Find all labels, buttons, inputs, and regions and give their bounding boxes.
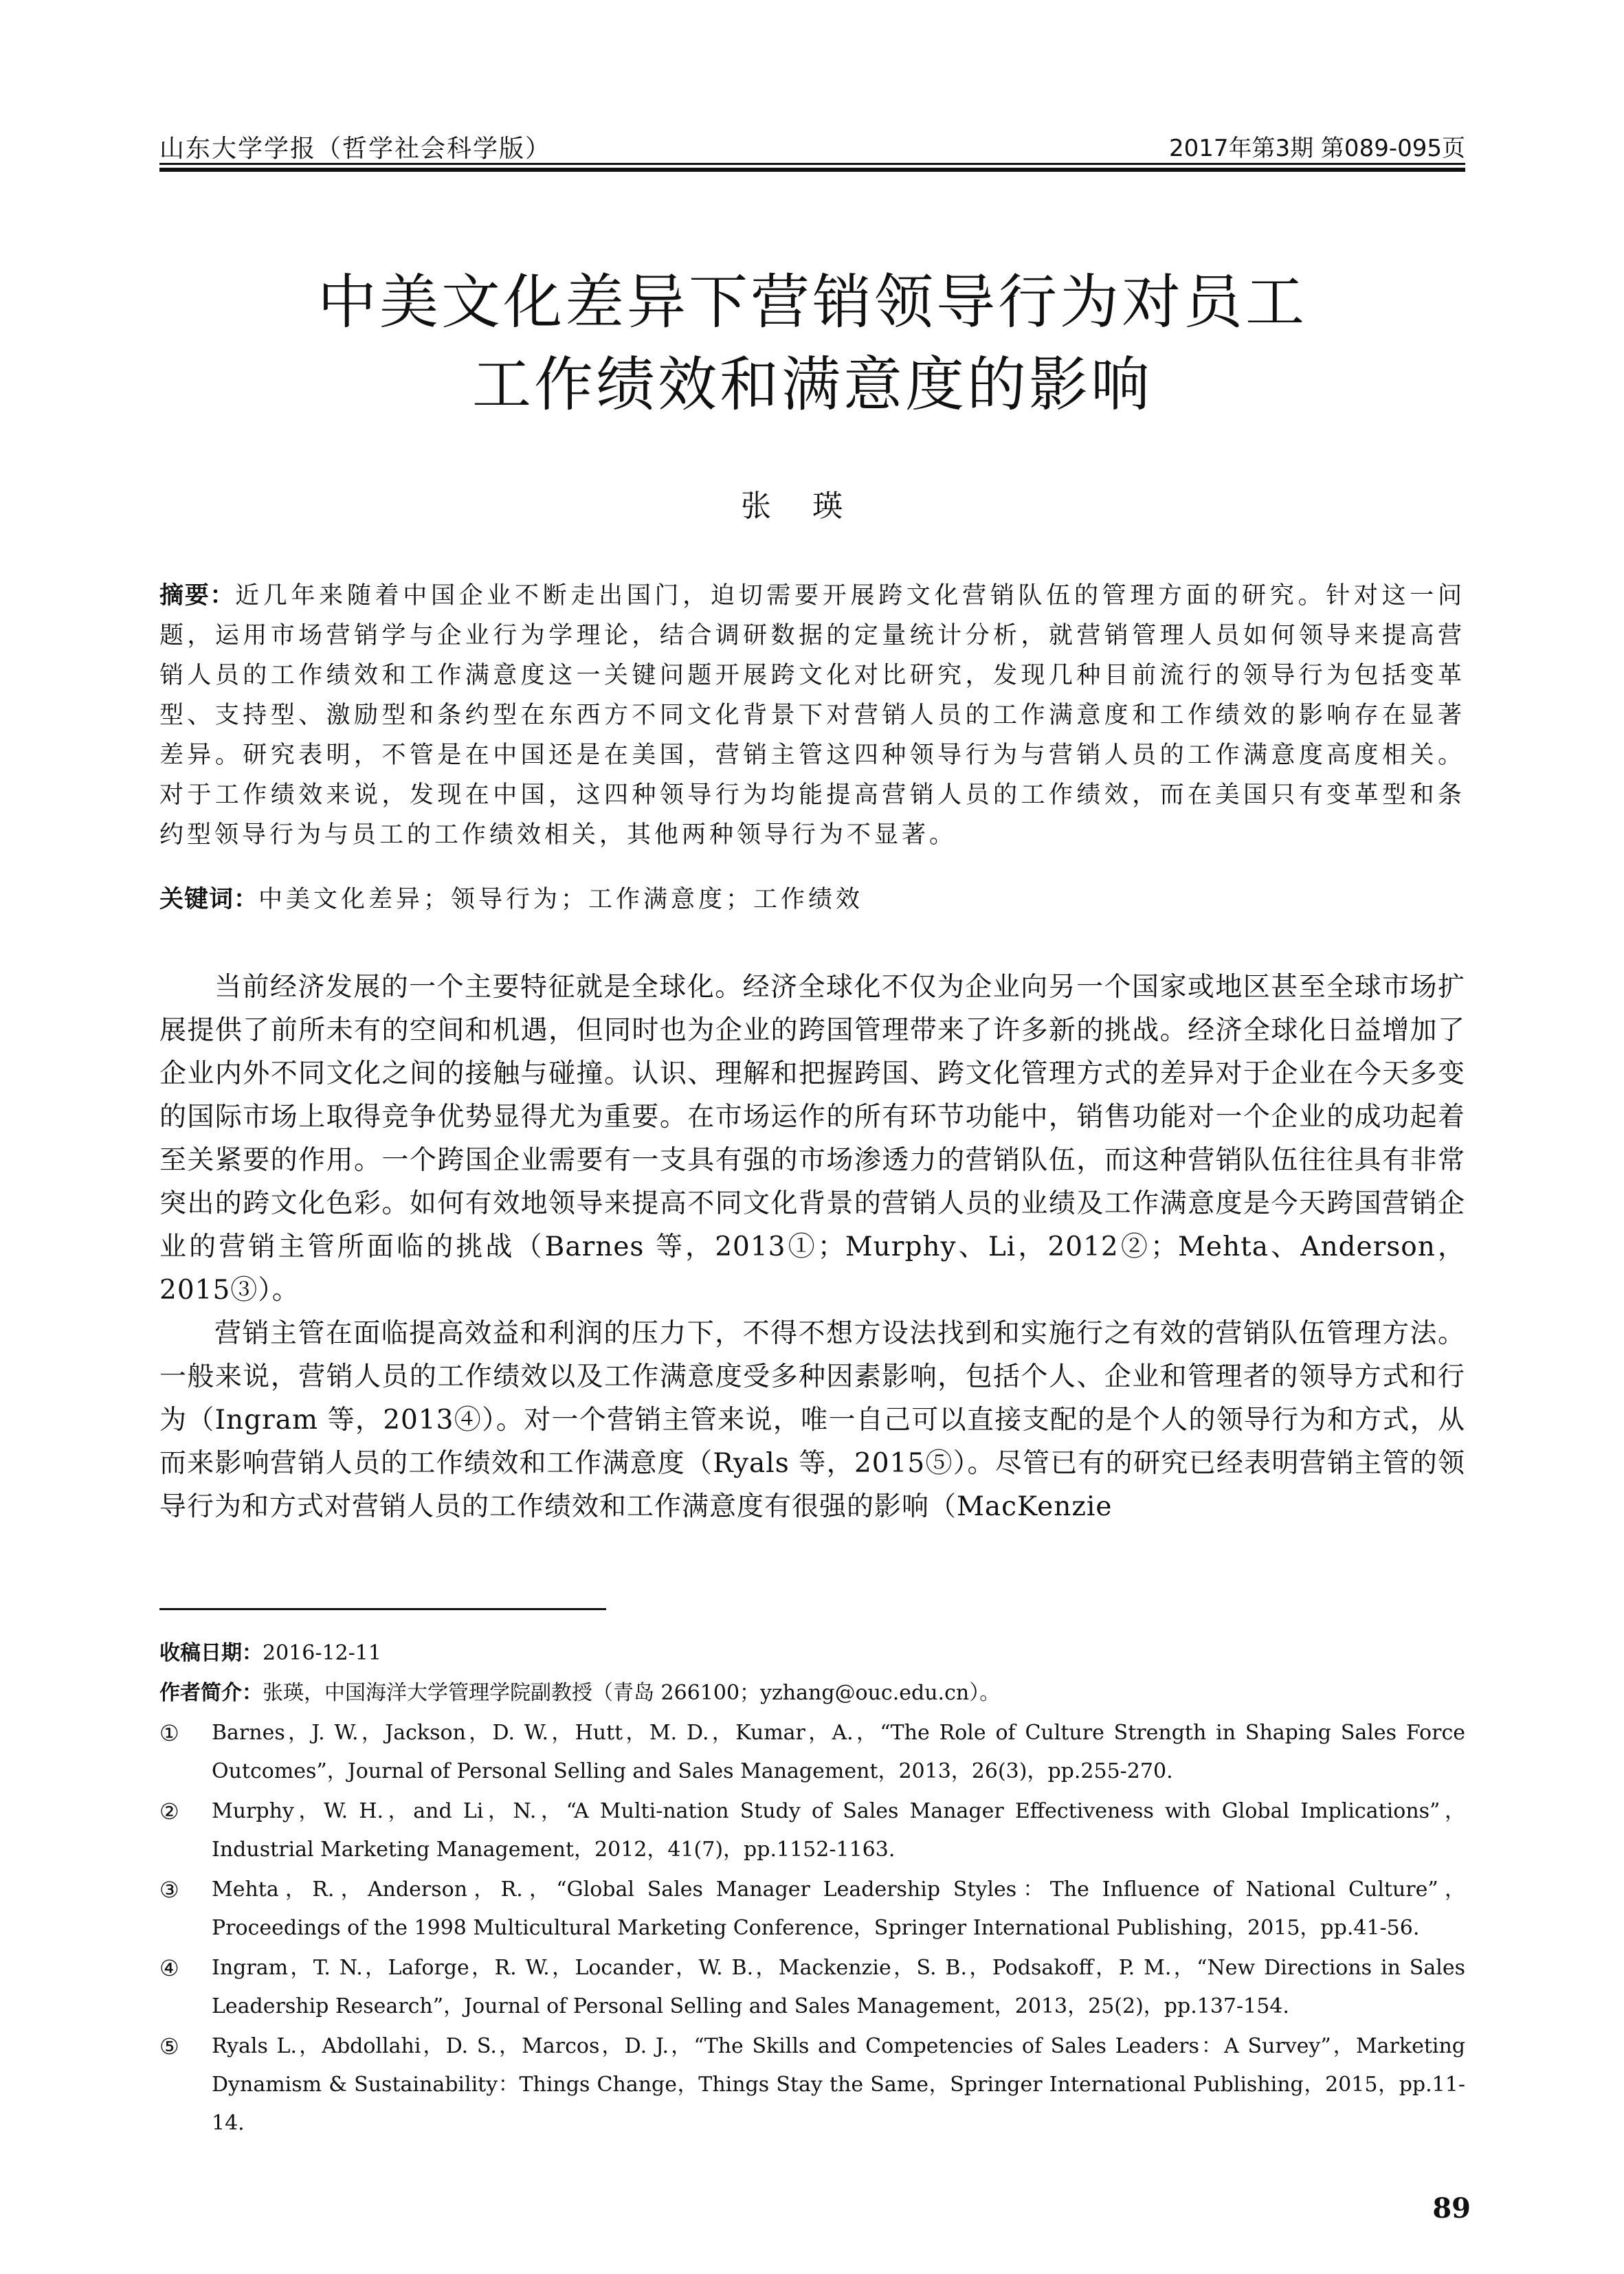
- article-title: [159, 261, 1465, 426]
- body-paragraph-1: 当前经济发展的一个主要特征就是全球化。经济全球化不仅为企业向另一个国家或地区甚至全球市场扩展提供了前所未有的空间和机遇，但同时也为企业的跨国管理带来了许多新的挑战。经济全球化日益增加了企业内外不同文化之间的接触与碰撞。认识、理解和把握跨国、跨文化管理方式的差异对于企业在今天多变的国际市场上取得竞争优势显得尤为重要。在市场运作的所有环节功能中，销售功能对一个企业的成功起着至关紧要的作用。一个跨国企业需要有一支具有强的市场渗透力的营销队伍，而这种营销队伍往往具有非常突出的跨文化色彩。如何有效地领导来提高不同文化背景的营销人员的业绩及工作满意度是今天跨国营销企业的营销主管所面临的挑战（Barnes 等，2013①；Murphy、Li，2012②；Mehta、Anderson，2015③）。: [159, 972, 1465, 1306]
- author-bio: [159, 1674, 1465, 1713]
- body-paragraph-2: 营销主管在面临提高效益和利润的压力下，不得不想方设法找到和实施行之有效的营销队伍管理方法。一般来说，营销人员的工作绩效以及工作满意度受多种因素影响，包括个人、企业和管理者的领导方式和行为（Ingram 等，2013④）。对一个营销主管来说，唯一自己可以直接支配的是个人的领导行为和方式，从而来影响营销人员的工作绩效和工作满意度（Ryals 等，2015⑤）。尽管已有的研究已经表明营销主管的领导行为和方式对营销人员的工作绩效和工作满意度有很强的影响（MacKenzie: [159, 1318, 1465, 1522]
- footnotes: [159, 1634, 1465, 2144]
- received-label: 收稿日期：: [159, 1641, 263, 1665]
- received-value: 2016-12-11: [263, 1641, 381, 1665]
- abstract-text: 近几年来随着中国企业不断走出国门，迫切需要开展跨文化营销队伍的管理方面的研究。针对这一问题，运用市场营销学与企业行为学理论，结合调研数据的定量统计分析，就营销管理人员如何领导来提高营销人员的工作绩效和工作满意度这一关键问题开展跨文化对比研究，发现几种目前流行的领导行为包括变革型、支持型、激励型和条约型在东西方不同文化背景下对营销人员的工作满意度和工作绩效的影响存在显著差异。研究表明，不管是在中国还是在美国，营销主管这四种领导行为与营销人员的工作满意度高度相关。对于工作绩效来说，发现在中国，这四种领导行为均能提高营销人员的工作绩效，而在美国只有变革型和条约型领导行为与员工的工作绩效相关，其他两种领导行为不显著。: [159, 582, 1465, 849]
- footnote-text: Ryals L.，Abdollahi，D. S.，Marcos，D. J.，“The Skills and Competencies of Sales Leaders：A Survey”，Marketing Dynamism & Sustainability：Things Change，Things Stay the Same，Springer International Publishing，2015，pp.11-14.: [212, 2034, 1465, 2135]
- header-rule-thick: [159, 168, 1465, 172]
- footnote-text: Ingram，T. N.，Laforge，R. W.，Locander，W. B.，Mackenzie，S. B.，Podsakoff，P. M.，“New Directions in Sales Leadership Research”，Journal of Personal Selling and Sales Management，2013，25(2)，pp.137-154.: [212, 1956, 1465, 2018]
- author-bio-text: 张瑛，中国海洋大学管理学院副教授（青岛 266100；yzhang@ouc.edu.cn）。: [263, 1681, 1001, 1705]
- footnote-2: [159, 1792, 1465, 1869]
- footnote-text: Barnes，J. W.，Jackson，D. W.，Hutt，M. D.，Kumar，A.，“The Role of Culture Strength in Shaping Sales Force Outcomes”，Journal of Personal Selling and Sales Management，2013，26(3)，pp.255-270.: [212, 1721, 1465, 1783]
- footnote-4: [159, 1949, 1465, 2026]
- footnote-mark: ①: [159, 1720, 179, 1746]
- journal-name: 山东大学学报（哲学社会科学版）: [159, 135, 552, 163]
- footnote-text: Murphy，W. H.，and Li，N.，“A Multi-nation Study of Sales Manager Effectiveness with Global Implications”，Industrial Marketing Management，2012，41(7)，pp.1152-1163.: [212, 1799, 1465, 1862]
- footnote-mark: ②: [159, 1798, 179, 1825]
- footnote-1: [159, 1714, 1465, 1791]
- author-bio-label: 作者简介：: [159, 1681, 263, 1705]
- abstract: [159, 576, 1465, 855]
- footnote-mark: ④: [159, 1955, 179, 1981]
- footnote-text: Mehta，R.，Anderson，R.，“Global Sales Manager Leadership Styles：The Influence of National Culture”，Proceedings of the 1998 Multicultural Marketing Conference，Springer International Publishing，2015，pp.41-56.: [212, 1877, 1465, 1940]
- title-line-1: 中美文化差异下营销领导行为对员工: [318, 268, 1307, 337]
- body-text: [159, 966, 1465, 1528]
- keywords-text: 中美文化差异；领导行为；工作满意度；工作绩效: [258, 886, 864, 913]
- issue-info: 2017年第3期 第089-095页: [1168, 135, 1465, 162]
- footnote-divider: [159, 1608, 606, 1610]
- keywords: [159, 880, 1465, 919]
- author-name: 张瑛: [741, 489, 884, 524]
- running-header: [159, 121, 1465, 162]
- footnote-5: [159, 2027, 1465, 2143]
- abstract-label: 摘要：: [159, 582, 236, 610]
- footnote-mark: ③: [159, 1877, 179, 1903]
- keywords-label: 关键词：: [159, 886, 259, 913]
- received-date: [159, 1634, 1465, 1673]
- footnote-mark: ⑤: [159, 2033, 179, 2060]
- title-line-2: 工作绩效和满意度的影响: [472, 350, 1153, 419]
- header-rule: [159, 163, 1465, 165]
- footnote-3: [159, 1871, 1465, 1948]
- page-number: 89: [1432, 2192, 1471, 2225]
